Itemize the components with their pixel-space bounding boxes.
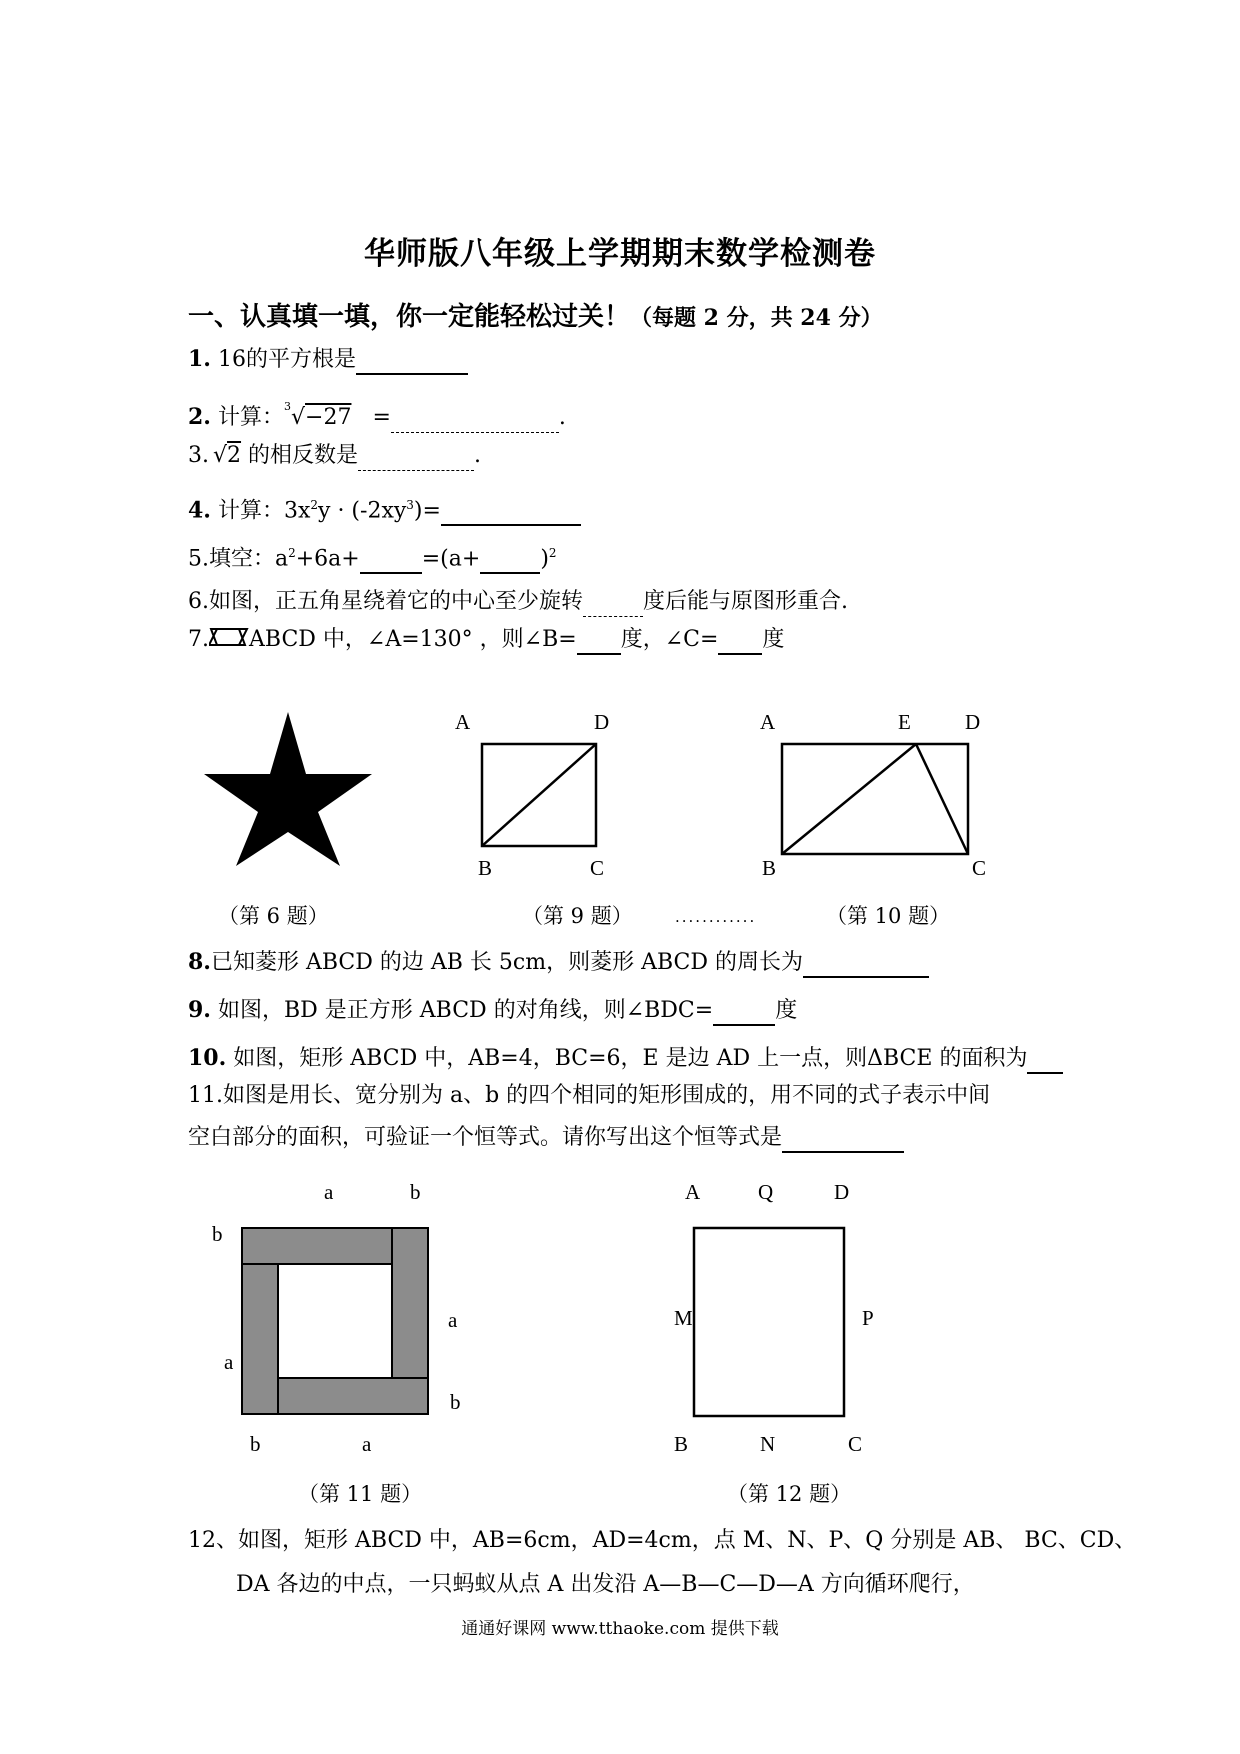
q4-number: 4.: [188, 497, 211, 524]
q6-text-b: 度后能与原图形重合.: [643, 589, 848, 614]
fig10-label-d: D: [965, 710, 981, 734]
q7-answer-blank-1: [577, 629, 621, 655]
parallelogram-icon: [209, 625, 249, 649]
q3-period: .: [474, 443, 482, 468]
fig9-label-d: D: [594, 710, 610, 734]
question-10: [188, 1043, 1063, 1074]
q10-text: 如图，矩形 ABCD 中，AB=4，BC=6，E 是边 AD 上一点，则ΔBCE 的面积为: [233, 1046, 1028, 1071]
question-3: [188, 441, 481, 471]
fig11-label-a-left: a: [224, 1350, 234, 1374]
section-score-note: （每题 2 分，共 24 分）: [630, 305, 883, 331]
q5-exponent-2: 2: [548, 546, 557, 560]
figure-11-four-rectangles: [240, 1226, 434, 1416]
radical-sign-icon: √: [290, 405, 306, 430]
question-5: [188, 538, 557, 574]
q5-answer-blank-1: [360, 548, 422, 574]
q6-answer-blank: [583, 592, 643, 617]
q2-root-index: 3: [283, 400, 291, 413]
q2-equals: =: [372, 405, 391, 430]
fig12-label-m: M: [674, 1306, 693, 1330]
figure-10-rectangle: [780, 742, 974, 858]
q2-radicand: −27: [305, 405, 352, 430]
caption-fig12: （第 12 题）: [727, 1482, 852, 1506]
radical-sign-icon: √: [213, 443, 228, 468]
fig12-label-q: Q: [758, 1180, 774, 1204]
q5-answer-blank-2: [480, 548, 540, 574]
fig12-label-b: B: [674, 1432, 689, 1456]
question-11-line-2: [188, 1123, 904, 1153]
fig12-label-c: C: [848, 1432, 863, 1456]
fig10-label-e: E: [898, 710, 911, 734]
fig11-label-a-right: a: [448, 1308, 458, 1332]
fig10-label-c: C: [972, 856, 987, 880]
q5-text-a: 5.填空：a: [188, 546, 289, 572]
question-11-line-1: 11.如图是用长、宽分别为 a、b 的四个相同的矩形围成的，用不同的式子表示中间: [188, 1083, 991, 1108]
fig11-label-b-top: b: [410, 1180, 421, 1204]
q9-text-a: 如图，BD 是正方形 ABCD 的对角线，则∠BDC=: [217, 998, 714, 1023]
q4-exponent-2: 3: [406, 498, 414, 512]
fig11-label-b-right: b: [450, 1390, 461, 1414]
caption-fig10: （第 10 题）: [826, 904, 951, 928]
q11-text: 空白部分的面积，可验证一个恒等式。请你写出这个恒等式是: [188, 1125, 783, 1150]
fig10-label-b: B: [762, 856, 777, 880]
q5-text-d: ): [540, 546, 549, 572]
exam-title: 华师版八年级上学期期末数学检测卷: [364, 236, 876, 272]
q8-text: 已知菱形 ABCD 的边 AB 长 5cm，则菱形 ABCD 的周长为: [210, 950, 804, 975]
question-12-line-2: DA 各边的中点，一只蚂蚁从点 A 出发沿 A—B—C—D—A 方向循环爬行，: [236, 1572, 975, 1597]
q7-text-c: 度: [762, 627, 785, 652]
q7-answer-blank-2: [718, 629, 762, 655]
q2-period: .: [558, 405, 566, 430]
figure-9-square: [480, 742, 602, 850]
section-heading-text: 一、认真填一填，你一定能轻松过关！: [188, 302, 631, 332]
q7-number: 7.: [188, 627, 209, 652]
q9-text-b: 度: [775, 998, 798, 1023]
q8-number: 8.: [188, 949, 211, 975]
q4-text-b: y · (-2xy: [318, 498, 407, 524]
q10-number: 10.: [188, 1045, 227, 1071]
q4-exponent-1: 2: [310, 498, 319, 512]
q10-answer-blank: [1027, 1048, 1063, 1074]
question-4: [188, 490, 581, 526]
section-heading: [188, 296, 883, 333]
fig11-label-b-left: b: [212, 1222, 223, 1246]
q3-number: 3.: [188, 443, 209, 468]
fig12-label-a: A: [685, 1180, 701, 1204]
q1-text: 16的平方根是: [217, 347, 356, 372]
caption-fig11: （第 11 题）: [298, 1482, 423, 1506]
q1-answer-blank: [356, 349, 468, 375]
q3-answer-blank: [358, 446, 474, 471]
question-2: [188, 392, 566, 433]
fig9-label-c: C: [590, 856, 605, 880]
caption-fig6: （第 6 题）: [218, 904, 329, 928]
q4-answer-blank: [441, 500, 581, 526]
q1-number: 1.: [188, 346, 211, 372]
question-7: [188, 625, 784, 655]
q8-answer-blank: [803, 952, 929, 978]
q5-text-c: =(a+: [421, 546, 481, 572]
q2-text: 计算：: [217, 405, 284, 430]
caption-fig9: （第 9 题）: [522, 904, 633, 928]
fig12-label-d: D: [834, 1180, 850, 1204]
figure-12-rectangle: [692, 1226, 848, 1420]
q5-exponent-1: 2: [288, 546, 296, 560]
fig12-label-n: N: [760, 1432, 776, 1456]
question-8: [188, 947, 929, 978]
q6-text-a: 6.如图，正五角星绕着它的中心至少旋转: [188, 589, 583, 614]
question-6: [188, 587, 848, 617]
caption-dots: ............: [675, 908, 757, 926]
fig11-label-a-bottom: a: [362, 1432, 372, 1456]
fig11-label-b-bottom: b: [250, 1432, 261, 1456]
q3-radicand: 2: [227, 443, 242, 468]
fig9-label-b: B: [478, 856, 493, 880]
q3-text: 的相反数是: [248, 443, 359, 468]
footer-source: 通通好课网 www.tthaoke.com 提供下载: [461, 1619, 779, 1639]
q4-text-c: )=: [413, 498, 441, 524]
q9-number: 9.: [188, 997, 211, 1023]
fig12-label-p: P: [862, 1306, 874, 1330]
fig11-label-a-top: a: [324, 1180, 334, 1204]
question-12-line-1: 12、如图，矩形 ABCD 中，AB=6cm，AD=4cm，点 M、N、P、Q 分别是 AB、 BC、CD、: [188, 1528, 1137, 1553]
question-9: [188, 995, 797, 1026]
fig10-label-a: A: [760, 710, 776, 734]
q2-answer-blank: [391, 408, 559, 433]
q7-text-b: 度，∠C=: [620, 627, 719, 652]
q9-answer-blank: [713, 1000, 775, 1026]
five-point-star-figure: [200, 708, 380, 870]
q2-number: 2.: [188, 404, 211, 430]
q11-answer-blank: [782, 1127, 904, 1153]
q5-text-b: +6a+: [295, 546, 360, 572]
question-1: [188, 344, 468, 375]
q7-text-a: ABCD 中，∠A=130° ，则∠B=: [249, 627, 577, 652]
q4-text-a: 计算：3x: [217, 498, 311, 524]
fig9-label-a: A: [455, 710, 471, 734]
